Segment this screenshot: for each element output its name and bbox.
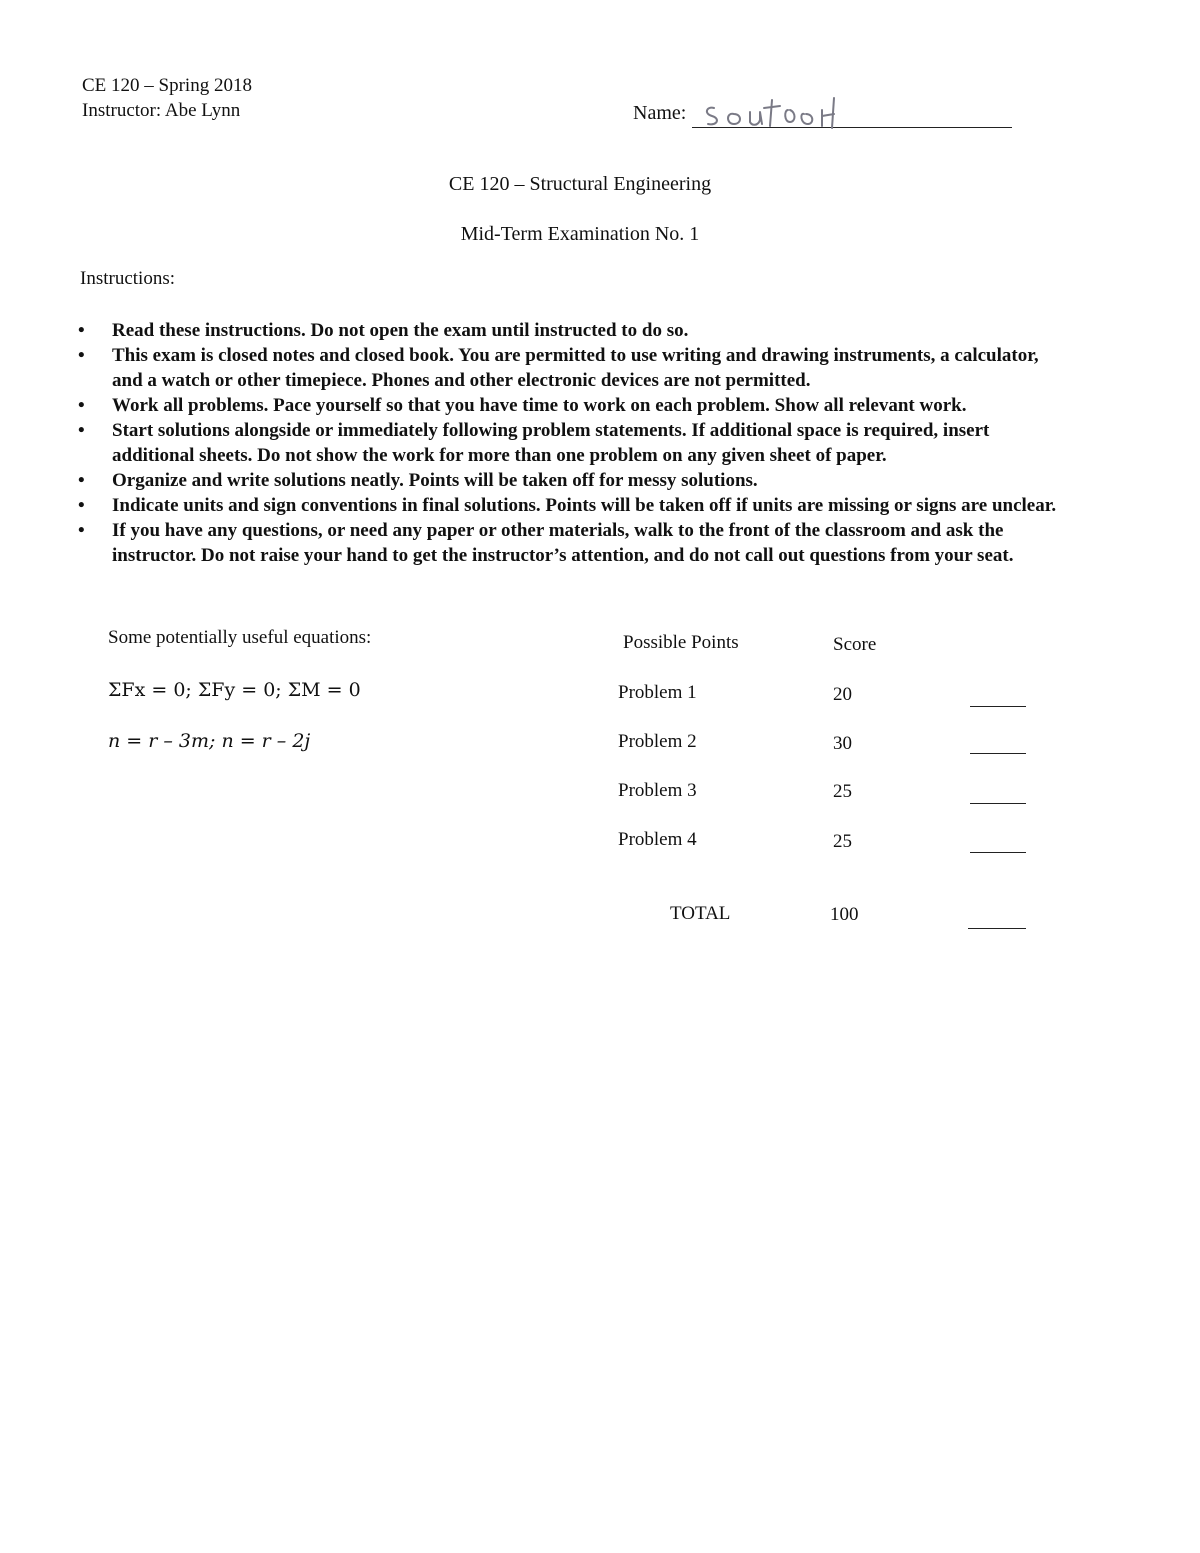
possible-points-header: Possible Points	[623, 632, 739, 653]
problem-1-score-blank[interactable]	[970, 706, 1026, 707]
instruction-text: Organize and write solutions neatly. Points will be taken off for messy solutions.	[112, 470, 758, 491]
exam-subtitle: Mid-Term Examination No. 1	[460, 223, 700, 245]
instruction-text: Start solutions alongside or immediately following problem statements. If additional space is required, insert additional sheets. Do not show the work for more than one problem on any given sheet of paper.	[112, 420, 990, 466]
instruction-item	[76, 393, 1066, 418]
bullet: •	[78, 420, 85, 441]
problem-3-label: Problem 3	[618, 780, 697, 801]
equations-heading: Some potentially useful equations:	[108, 627, 372, 648]
instruction-text: If you have any questions, or need any paper or other materials, walk to the front of the classroom and ask the instructor. Do not raise your hand to get the instructor’s attention, and do not call out questions from your seat.	[112, 520, 1014, 566]
bullet: •	[78, 320, 85, 341]
problem-4-label: Problem 4	[618, 829, 697, 850]
total-points: 100	[830, 904, 859, 925]
instruction-item	[76, 518, 1066, 568]
problem-1-points: 20	[833, 684, 852, 705]
course-line: CE 120 – Spring 2018	[82, 75, 252, 96]
instruction-text: Read these instructions. Do not open the exam until instructed to do so.	[112, 320, 689, 341]
handwritten-name-signature	[700, 92, 870, 134]
problem-3-points: 25	[833, 781, 852, 802]
problem-2-points: 30	[833, 733, 852, 754]
total-label: TOTAL	[670, 903, 731, 924]
bullet: •	[78, 495, 85, 516]
problem-4-score-blank[interactable]	[970, 852, 1026, 853]
instructions-list	[76, 318, 1066, 568]
exam-title: CE 120 – Structural Engineering	[448, 173, 712, 195]
equilibrium-equations: ΣFx = 0; ΣFy = 0; ΣM = 0	[108, 679, 361, 701]
instruction-text: Work all problems. Pace yourself so that you have time to work on each problem. Show all relevant work.	[112, 395, 967, 416]
instruction-item	[76, 318, 1066, 343]
bullet: •	[78, 395, 85, 416]
bullet: •	[78, 470, 85, 491]
problem-3-score-blank[interactable]	[970, 803, 1026, 804]
instruction-item	[76, 493, 1066, 518]
instruction-item	[76, 468, 1066, 493]
problem-2-score-blank[interactable]	[970, 753, 1026, 754]
problem-4-points: 25	[833, 831, 852, 852]
problem-2-label: Problem 2	[618, 731, 697, 752]
problem-1-label: Problem 1	[618, 682, 697, 703]
instructor-line: Instructor: Abe Lynn	[82, 100, 241, 121]
bullet: •	[78, 520, 85, 541]
name-label: Name:	[633, 102, 687, 124]
instruction-item	[76, 343, 1066, 393]
score-header: Score	[833, 634, 877, 655]
determinacy-equations: n = r – 3m; n = r – 2j	[108, 730, 311, 752]
total-score-blank[interactable]	[968, 928, 1026, 929]
instruction-text: This exam is closed notes and closed book. You are permitted to use writing and drawing instruments, a calculator, and a watch or other timepiece. Phones and other electronic devices are not permitted.	[112, 345, 1039, 391]
bullet: •	[78, 345, 85, 366]
instructions-heading: Instructions:	[80, 268, 175, 289]
instruction-text: Indicate units and sign conventions in final solutions. Points will be taken off if units are missing or signs are unclear.	[112, 495, 1057, 516]
instruction-item	[76, 418, 1066, 468]
